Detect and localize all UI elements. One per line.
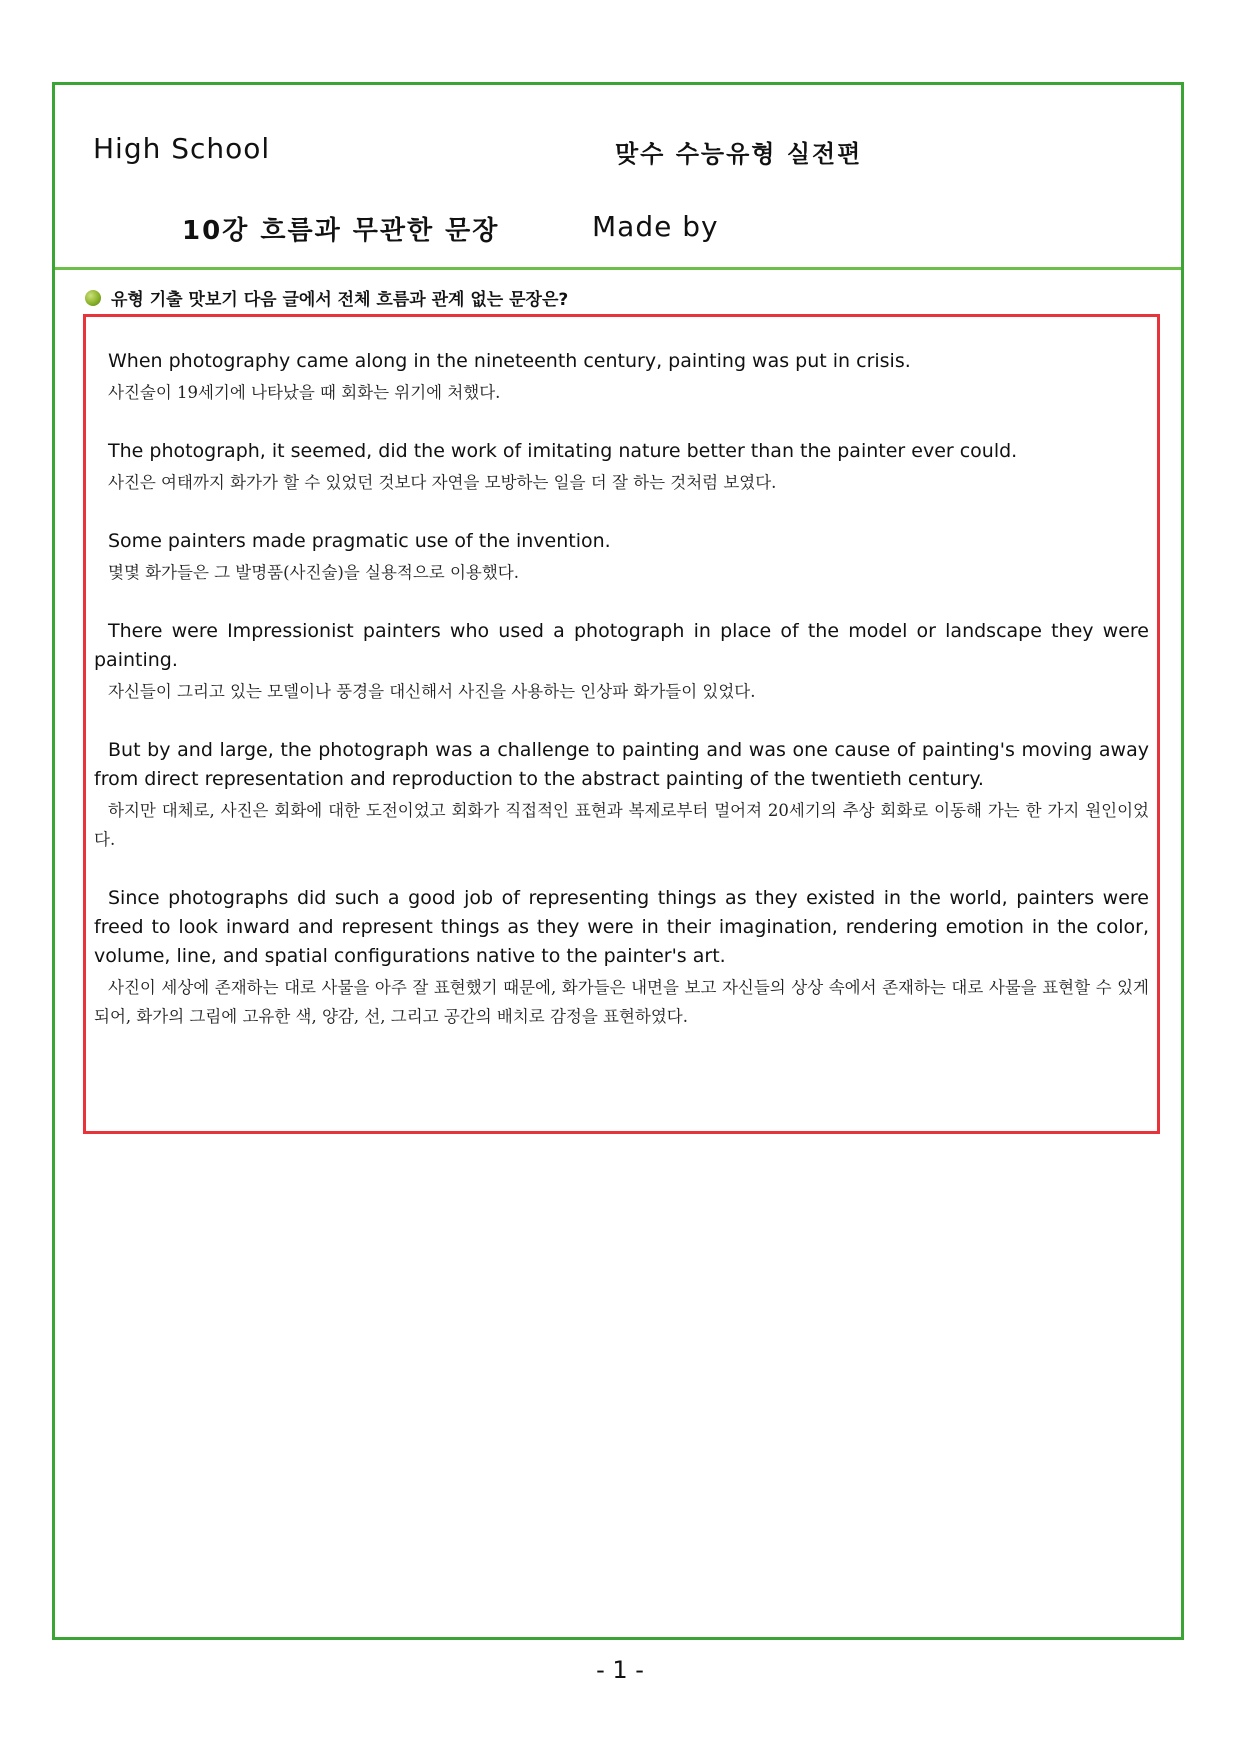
korean-translation: 사진이 세상에 존재하는 대로 사물을 아주 잘 표현했기 때문에, 화가들은 내면을 보고 자신들의 상상 속에서 존재하는 대로 사물을 표현할 수 있게 되어, 화가의 그림에 고유한 색, 양감, 선, 그리고 공간의 배치로 감정을 표현하였다. bbox=[94, 978, 1149, 1026]
passage-paragraph bbox=[94, 884, 1149, 1031]
passage-box bbox=[83, 314, 1160, 1134]
made-by-label: Made by bbox=[592, 210, 719, 243]
korean-translation: 하지만 대체로, 사진은 회화에 대한 도전이었고 회화가 직접적인 표현과 복제로부터 멀어져 20세기의 추상 회화로 이동해 가는 한 가지 원인이었다. bbox=[94, 801, 1149, 849]
korean-translation: 몇몇 화가들은 그 발명품(사진술)을 실용적으로 이용했다. bbox=[108, 563, 519, 582]
passage-paragraph bbox=[94, 347, 1149, 407]
page-number: - 1 - bbox=[596, 1656, 644, 1684]
korean-translation: 자신들이 그리고 있는 모델이나 풍경을 대신해서 사진을 사용하는 인상파 화가들이 있었다. bbox=[108, 682, 756, 701]
page-frame bbox=[52, 82, 1184, 1640]
english-sentence: There were Impressionist painters who used a photograph in place of the model or landscape they were painting. bbox=[94, 620, 1149, 671]
english-sentence: But by and large, the photograph was a challenge to painting and was one cause of painting's moving away from direct representation and reproduction to the abstract painting of the twentieth century. bbox=[94, 739, 1149, 790]
series-title: 맞수 수능유형 실전편 bbox=[615, 140, 863, 168]
lesson-title: 10강 흐름과 무관한 문장 bbox=[182, 216, 500, 246]
passage-paragraph bbox=[94, 736, 1149, 854]
question-text: 유형 기출 맛보기 다음 글에서 전체 흐름과 관계 없는 문장은? bbox=[111, 290, 569, 310]
english-sentence: Some painters made pragmatic use of the invention. bbox=[108, 530, 611, 552]
passage-paragraph bbox=[94, 617, 1149, 706]
korean-translation: 사진술이 19세기에 나타났을 때 회화는 위기에 처했다. bbox=[108, 383, 501, 402]
passage-paragraph bbox=[94, 437, 1149, 497]
korean-translation: 사진은 여태까지 화가가 할 수 있었던 것보다 자연을 모방하는 일을 더 잘 하는 것처럼 보였다. bbox=[108, 473, 777, 492]
english-sentence: When photography came along in the nineteenth century, painting was put in crisis. bbox=[108, 350, 911, 372]
passage-paragraph bbox=[94, 527, 1149, 587]
green-bullet-icon bbox=[85, 290, 101, 306]
question-heading bbox=[85, 285, 568, 310]
english-sentence: Since photographs did such a good job of representing things as they existed in the world, painters were freed to look inward and represent things as they were in their imagination, rendering emotion in the color, volume, line, and spatial configurations native to the painter's art. bbox=[94, 887, 1149, 967]
school-level: High School bbox=[93, 132, 271, 165]
worksheet-header bbox=[55, 85, 1181, 270]
english-sentence: The photograph, it seemed, did the work of imitating nature better than the painter ever could. bbox=[108, 440, 1018, 462]
